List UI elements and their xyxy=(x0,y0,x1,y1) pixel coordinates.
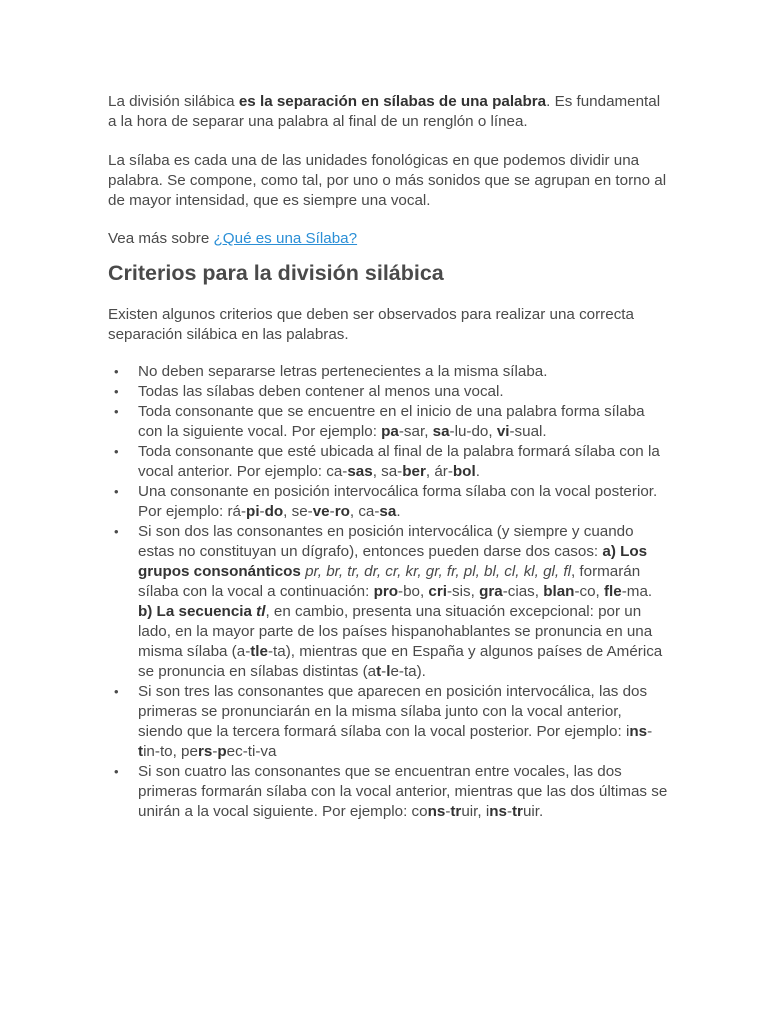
text-span: . Es fundamental a la hora de separar una palabra al final de un renglón o línea. xyxy=(108,93,661,130)
article-body xyxy=(108,92,668,822)
intro-paragraph xyxy=(108,92,668,132)
bold-definition: es la separación en sílabas de una palabra xyxy=(238,93,547,110)
see-more-paragraph xyxy=(108,229,668,249)
text-span: La división silábica xyxy=(108,93,239,110)
list-item: • Si son cuatro las consonantes que se encuentran entre vocales, las dos primeras formarán sílaba con la vocal anterior, mientras que las dos últimas se unirán a la vocal siguiente. Por ejemplo: cons-truir, ins-truir. xyxy=(138,762,668,822)
section-title: Criterios para la división silábica xyxy=(108,261,444,285)
list-item: • Todas las sílabas deben contener al menos una vocal. xyxy=(138,382,668,402)
list-item: • Toda consonante que esté ubicada al final de la palabra formará sílaba con la vocal anterior. Por ejemplo: ca-sas, sa-ber, ár-bol. xyxy=(138,442,668,482)
list-item: • No deben separarse letras pertenecientes a la misma sílaba. xyxy=(138,362,668,382)
criteria-list xyxy=(108,362,668,822)
text-span: Vea más sobre xyxy=(108,230,214,247)
list-item: • Toda consonante que se encuentre en el inicio de una palabra forma sílaba con la siguiente vocal. Por ejemplo: pa-sar, sa-lu-do, vi-sual. xyxy=(138,402,668,442)
section-lead: Existen algunos criterios que deben ser observados para realizar una correcta separación silábica en las palabras. xyxy=(108,306,634,343)
syllable-paragraph: La sílaba es cada una de las unidades fonológicas en que podemos dividir una palabra. Se compone, como tal, por uno o más sonidos que se agrupan en torno al de mayor intensidad, que es siempre una vocal. xyxy=(108,152,667,209)
list-item: • Si son dos las consonantes en posición intervocálica (y siempre y cuando estas no constituyan un dígrafo), entonces pueden darse dos casos: a) Los grupos consonánticos pr, br, tr, dr, cr, kr, gr, fr, pl, bl, cl, kl, gl, fl, formarán sílaba con la vocal a continuación: pro-bo, cri-sis, gra-cias, blan-co, fle-ma. b) La secuencia tl, en cambio, presenta una situación excepcional: por un lado, en la mayor parte de los países hispanohablantes se pronuncia en una misma sílaba (a-tle-ta), mientras que en España y algunos países de América se pronuncia en sílabas distintas (at-le-ta). xyxy=(138,522,668,682)
list-item: • Una consonante en posición intervocálica forma sílaba con la vocal posterior. Por ejemplo: rá-pi-do, se-ve-ro, ca-sa. xyxy=(138,482,668,522)
list-item: • Si son tres las consonantes que aparecen en posición intervocálica, las dos primeras se pronunciarán en la misma sílaba junto con la vocal anterior, siendo que la tercera formará sílaba con la vocal posterior. Por ejemplo: ins-tin-to, pers-pec-ti-va xyxy=(138,682,668,762)
que-es-silaba-link[interactable]: ¿Qué es una Sílaba? xyxy=(213,230,358,247)
